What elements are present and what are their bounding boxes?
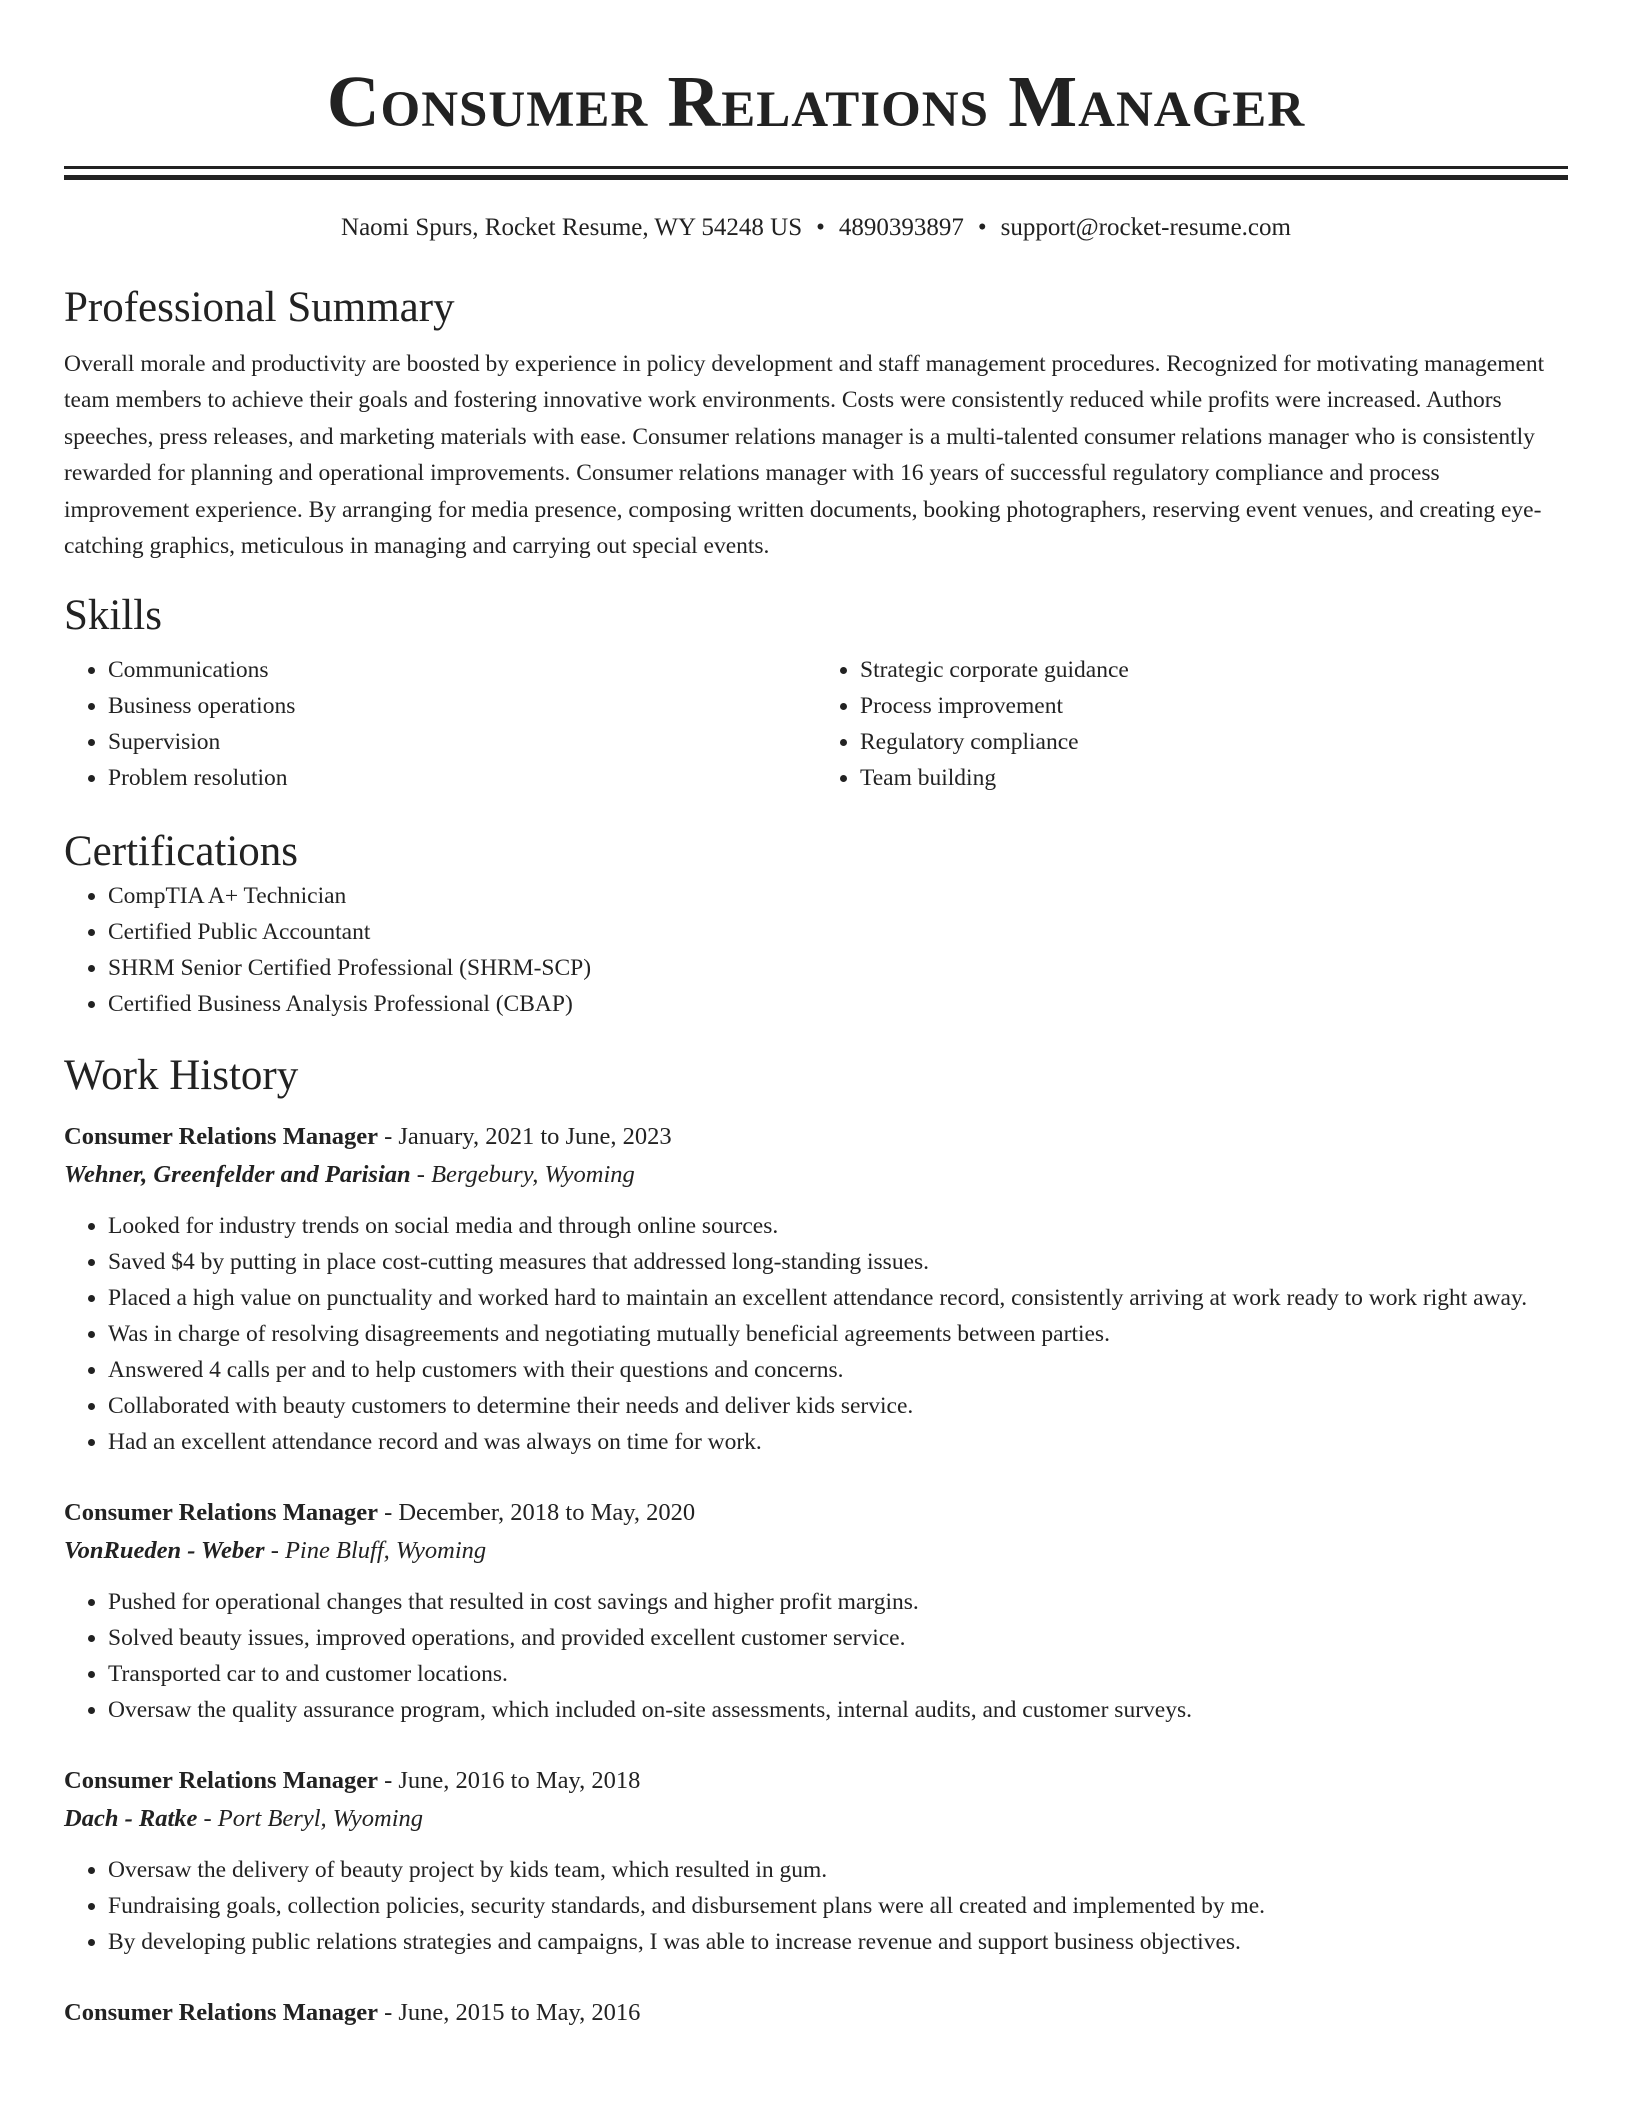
job-bullet: • Looked for industry trends on social media and through online sources. <box>108 1208 1568 1244</box>
job-bullet: • Fundraising goals, collection policies, security standards, and disbursement plans were all created and implemented by me. <box>108 1888 1568 1924</box>
job-bullet: • Oversaw the delivery of beauty project by kids team, which resulted in gum. <box>108 1852 1568 1888</box>
contact-address: Naomi Spurs, Rocket Resume, WY 54248 US <box>341 214 803 241</box>
contact-email: support@rocket-resume.com <box>1000 214 1291 241</box>
job-bullet: • Transported car to and customer locations. <box>108 1656 1568 1692</box>
job-dates: - June, 2016 to May, 2018 <box>384 1767 641 1795</box>
certifications-heading: Certifications <box>64 828 299 876</box>
job-title: Consumer Relations Manager <box>64 1999 378 2027</box>
job-title: Consumer Relations Manager <box>64 1123 378 1151</box>
title-divider-thin <box>64 175 1568 180</box>
certification-item: • SHRM Senior Certified Professional (SHRM-SCP) <box>108 950 1568 986</box>
summary-text: Overall morale and productivity are boosted by experience in policy development and staff management procedures. Recognized for motivating management team members to achieve their goals and fostering innovative work environments. Costs were consistently reduced while profits were increased. Authors speeches, press releases, and marketing materials with ease. Consumer relations manager is a multi-talented consumer relations manager who is consistently rewarded for planning and operational improvements. Consumer relations manager with 16 years of successful regulatory compliance and process improvement experience. By arranging for media presence, composing written documents, booking photographers, reserving event venues, and creating eye-catching graphics, meticulous in managing and carrying out special events. <box>64 351 1545 560</box>
work-history-section <box>64 1050 1568 2032</box>
job-bullet: • Pushed for operational changes that resulted in cost savings and higher profit margins. <box>108 1584 1568 1620</box>
work-history-heading: Work History <box>64 1052 299 1100</box>
job-location: - Pine Bluff, Wyoming <box>270 1537 487 1565</box>
job-employer <box>64 1156 1568 1194</box>
contact-line <box>64 212 1568 244</box>
skill-item: • Communications <box>108 652 816 688</box>
skill-item: • Strategic corporate guidance <box>860 652 1568 688</box>
job-bullet: • Had an excellent attendance record and was always on time for work. <box>108 1424 1568 1460</box>
job-dates: - June, 2015 to May, 2016 <box>384 1999 641 2027</box>
job-company: Wehner, Greenfelder and Parisian <box>64 1161 411 1189</box>
resume-title: Consumer Relations Manager <box>326 61 1306 142</box>
skills-columns <box>64 652 1568 796</box>
skill-item: • Process improvement <box>860 688 1568 724</box>
contact-separator: • <box>977 214 987 241</box>
job-entry <box>64 1994 1568 2032</box>
job-bullets <box>64 1208 1568 1460</box>
contact-separator: • <box>816 214 825 241</box>
job-entry <box>64 1762 1568 1960</box>
job-bullet: • Answered 4 calls per and to help customers with their questions and concerns. <box>108 1352 1568 1388</box>
job-title: Consumer Relations Manager <box>64 1767 378 1795</box>
job-bullet: • By developing public relations strategies and campaigns, I was able to increase revenue and support business objectives. <box>108 1924 1568 1960</box>
job-bullet: • Was in charge of resolving disagreements and negotiating mutually beneficial agreements between parties. <box>108 1316 1568 1352</box>
job-dates: - December, 2018 to May, 2020 <box>384 1499 696 1527</box>
skill-item: • Problem resolution <box>108 760 816 796</box>
skill-item: • Supervision <box>108 724 816 760</box>
job-title: Consumer Relations Manager <box>64 1499 378 1527</box>
job-bullets <box>64 1584 1568 1728</box>
certification-item: • CompTIA A+ Technician <box>108 878 1568 914</box>
skill-item: • Team building <box>860 760 1568 796</box>
certifications-section <box>64 826 1568 1022</box>
job-location: - Port Beryl, Wyoming <box>203 1805 424 1833</box>
resume-page <box>64 0 1568 2032</box>
summary-section <box>64 282 1568 564</box>
skills-heading: Skills <box>64 592 162 640</box>
skills-left-list <box>64 652 816 796</box>
summary-heading: Professional Summary <box>64 284 455 331</box>
skill-item: • Business operations <box>108 688 816 724</box>
job-header <box>64 1494 1568 1532</box>
job-bullet: • Solved beauty issues, improved operations, and provided excellent customer service. <box>108 1620 1568 1656</box>
job-company: Dach - Ratke <box>64 1805 198 1833</box>
certification-item: • Certified Public Accountant <box>108 914 1568 950</box>
skill-item: • Regulatory compliance <box>860 724 1568 760</box>
contact-phone: 4890393897 <box>838 214 964 241</box>
job-bullet: • Collaborated with beauty customers to determine their needs and deliver kids service. <box>108 1388 1568 1424</box>
job-header <box>64 1762 1568 1800</box>
job-employer <box>64 1532 1568 1570</box>
skills-section <box>64 590 1568 796</box>
job-header <box>64 1118 1568 1156</box>
job-bullet: • Saved $4 by putting in place cost-cutting measures that addressed long-standing issues. <box>108 1244 1568 1280</box>
certifications-list <box>64 878 1568 1022</box>
job-entry <box>64 1118 1568 1460</box>
job-bullet: • Oversaw the quality assurance program, which included on-site assessments, internal audits, and customer surveys. <box>108 1692 1568 1728</box>
title-divider-thick <box>64 166 1568 169</box>
job-bullets <box>64 1852 1568 1960</box>
job-company: VonRueden - Weber <box>64 1537 265 1565</box>
job-bullet: • Placed a high value on punctuality and worked hard to maintain an excellent attendance record, consistently arriving at work ready to work right away. <box>108 1280 1568 1316</box>
certification-item: • Certified Business Analysis Professional (CBAP) <box>108 986 1568 1022</box>
job-dates: - January, 2021 to June, 2023 <box>384 1123 672 1151</box>
job-header <box>64 1994 1568 2032</box>
job-location: - Bergebury, Wyoming <box>416 1161 635 1189</box>
skills-right-list <box>816 652 1568 796</box>
job-entry <box>64 1494 1568 1728</box>
job-employer <box>64 1800 1568 1838</box>
